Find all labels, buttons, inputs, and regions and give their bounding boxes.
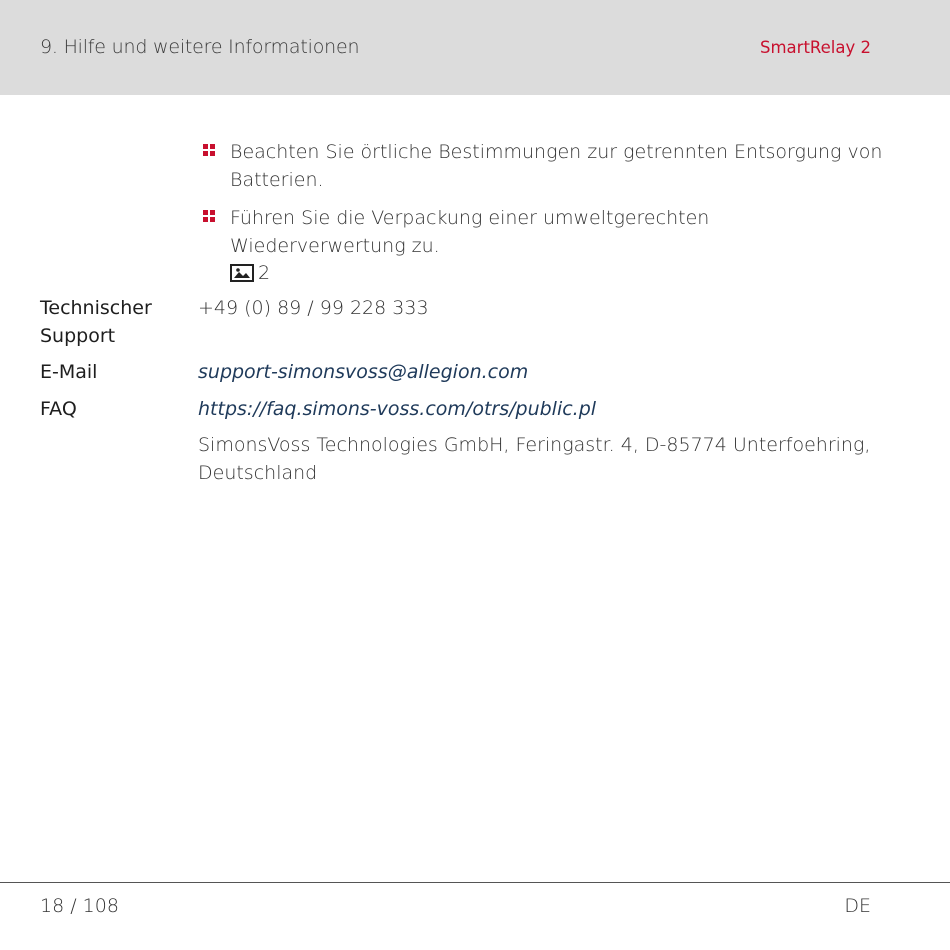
email-row: [40, 358, 900, 386]
footer-divider: [0, 882, 950, 883]
bullet-item-battery-disposal: [203, 138, 883, 194]
section-title: 9. Hilfe und weitere Informationen: [40, 36, 360, 58]
faq-link[interactable]: https://faq.simons-voss.com/otrs/public.pl: [198, 398, 597, 420]
faq-label: FAQ: [40, 398, 77, 420]
support-phone: +49 (0) 89 / 99 228 333: [198, 297, 429, 319]
bullet-squares-icon: [203, 210, 216, 223]
bullet-text: Beachten Sie örtliche Bestimmungen zur getrennten Entsorgung von Batterien.: [230, 141, 883, 191]
support-label: Technischer Support: [40, 297, 152, 347]
page-number: 18 / 108: [40, 895, 119, 917]
page-header: [0, 0, 950, 95]
disposal-bullet-list: [203, 138, 883, 297]
email-value: [198, 358, 888, 386]
image-icon: [230, 264, 254, 282]
bullet-item-packaging-recycling: [203, 204, 883, 287]
company-address: SimonsVoss Technologies GmbH, Feringastr. 4, D-85774 Unterfoehring, Deutschland: [198, 434, 871, 484]
image-reference[interactable]: [230, 259, 883, 287]
email-label: E-Mail: [40, 361, 98, 383]
bullet-squares-icon: [203, 144, 216, 157]
language-code: DE: [844, 895, 871, 917]
product-name: SmartRelay 2: [760, 38, 871, 57]
faq-value: [198, 395, 888, 423]
bullet-text: Führen Sie die Verpackung einer umweltgerechten Wiederverwertung zu.: [230, 207, 710, 257]
address-row: [40, 431, 900, 487]
support-row: [40, 294, 900, 350]
image-reference-number: 2: [258, 262, 271, 284]
faq-row: [40, 395, 900, 423]
email-link[interactable]: support-simonsvoss@allegion.com: [198, 361, 529, 383]
